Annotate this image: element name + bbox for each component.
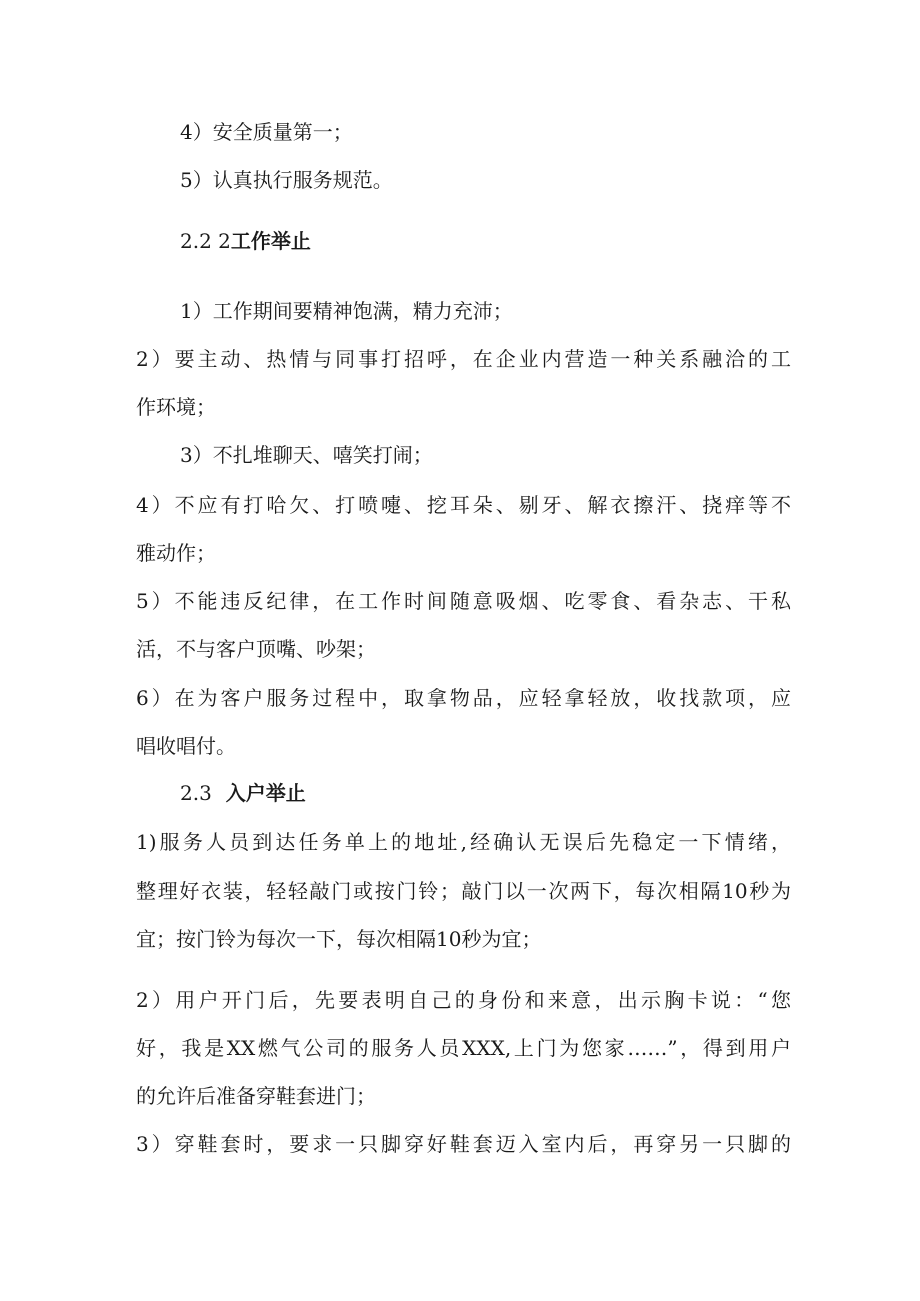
list-item-continuation: 好，我是XX燃气公司的服务人员XXX,上门为您家……”，得到用户 <box>136 1036 791 1060</box>
list-item: 1)服务人员到达任务单上的地址,经确认无误后先稳定一下情绪， <box>136 830 791 854</box>
list-item: 3）不扎堆聊天、嘻笑打闹； <box>180 443 433 467</box>
list-item-continuation: 整理好衣装，轻轻敲门或按门铃；敲门以一次两下，每次相隔10秒为 <box>136 879 791 903</box>
list-item: 6）在为客户服务过程中，取拿物品，应轻拿轻放，收找款项，应 <box>136 686 791 710</box>
list-item-continuation: 作环境； <box>136 395 216 419</box>
section-heading <box>180 226 311 256</box>
list-item: 2）用户开门后，先要表明自己的身份和来意，出示胸卡说：“您 <box>136 988 791 1012</box>
list-item: 4）不应有打哈欠、打喷嚏、挖耳朵、剔牙、解衣擦汗、挠痒等不 <box>136 493 791 517</box>
list-item-continuation: 活，不与客户顶嘴、吵架； <box>136 637 376 661</box>
section-number: 2.2 2 <box>180 229 231 253</box>
list-item: 3）穿鞋套时，要求一只脚穿好鞋套迈入室内后，再穿另一只脚的 <box>136 1132 791 1156</box>
list-item: 4）安全质量第一； <box>180 120 353 144</box>
list-item-continuation: 唱收唱付。 <box>136 734 236 758</box>
section-number: 2.3 <box>180 781 212 805</box>
list-item: 5）不能违反纪律，在工作时间随意吸烟、吃零食、看杂志、干私 <box>136 589 791 613</box>
section-heading <box>180 778 306 808</box>
section-title: 入户举止 <box>225 781 306 805</box>
section-title: 工作举止 <box>230 229 311 253</box>
list-item-continuation: 的允许后准备穿鞋套进门； <box>136 1084 376 1108</box>
list-item: 5）认真执行服务规范。 <box>180 168 393 192</box>
list-item-continuation: 宜；按门铃为每次一下，每次相隔10秒为宜； <box>136 927 542 951</box>
list-item: 1）工作期间要精神饱满，精力充沛； <box>180 299 513 323</box>
list-item: 2）要主动、热情与同事打招呼，在企业内营造一种关系融洽的工 <box>136 347 791 371</box>
list-item-continuation: 雅动作； <box>136 541 216 565</box>
